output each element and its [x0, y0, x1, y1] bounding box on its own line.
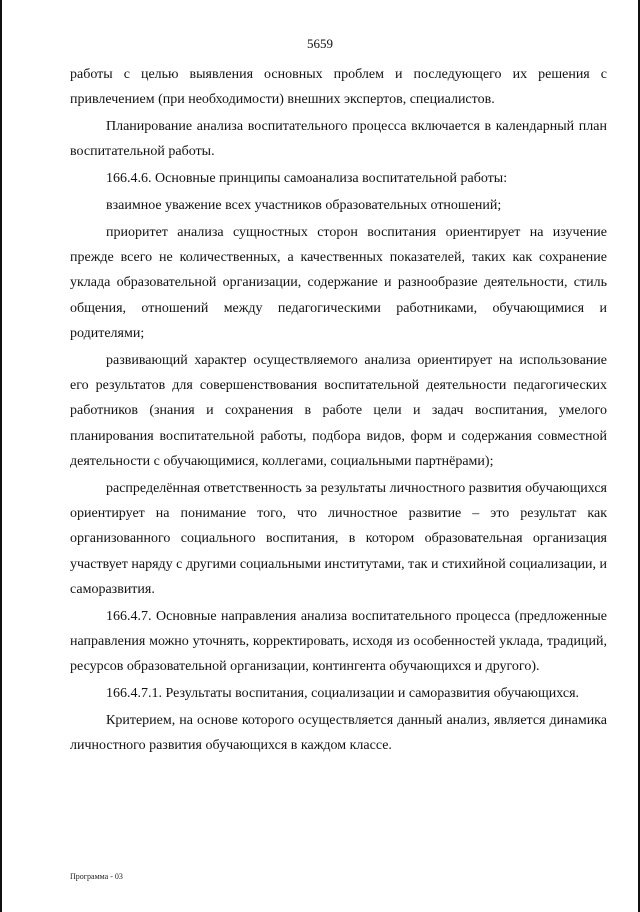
paragraph: распределённая ответственность за результаты личностного развития обучающихся ориентирует на понимание того, что личностное развитие – это результат как организованного социального воспитания, в котором образовательная организация участвует наряду с другими социальными институтами, так и стихийной социализации, и саморазвития.: [70, 480, 607, 597]
paragraph: приоритет анализа сущностных сторон воспитания ориентирует на изучение прежде всего не количественных, а качественных показателей, таких как сохранение уклада образовательной организации, содержание и разнообразие деятельности, стиль общения, отношений между педагогическими работниками, обучающимися и родителями;: [70, 224, 607, 341]
paragraph: взаимное уважение всех участников образовательных отношений;: [106, 197, 502, 213]
section-heading: 166.4.7. Основные направления анализа воспитательного процесса (предложенные направления можно уточнять, корректировать, исходя из особенностей уклада, традиций, ресурсов образовательной организации, контингента обучающихся и другого).: [70, 608, 607, 675]
page-number: 5659: [307, 36, 333, 51]
scan-edge-left: [0, 0, 2, 912]
paragraph: работы с целью выявления основных проблем и последующего их решения с привлечением (при необходимости) внешних экспертов, специалистов.: [70, 67, 607, 108]
section-heading: 166.4.7.1. Результаты воспитания, социализации и саморазвития обучающихся.: [106, 686, 580, 702]
paragraph: Критерием, на основе которого осуществляется данный анализ, является динамика личностного развития обучающихся в каждом классе.: [70, 712, 607, 754]
section-heading: 166.4.6. Основные принципы самоанализа воспитательной работы:: [106, 171, 508, 187]
paragraph: развивающий характер осуществляемого анализа ориентирует на использование его результатов для совершенствования воспитательной деятельности педагогических работников (знания и сохранения в работе цели и задач воспитания, умелого планирования воспитательной работы, подбора видов, форм и содержания совместной деятельности с обучающимися, коллегами, социальными партнёрами);: [70, 352, 607, 469]
footer-label: Программа - 03: [70, 872, 123, 881]
document-body: [70, 62, 607, 759]
paragraph: Планирование анализа воспитательного процесса включается в календарный план воспитательной работы.: [70, 119, 607, 160]
